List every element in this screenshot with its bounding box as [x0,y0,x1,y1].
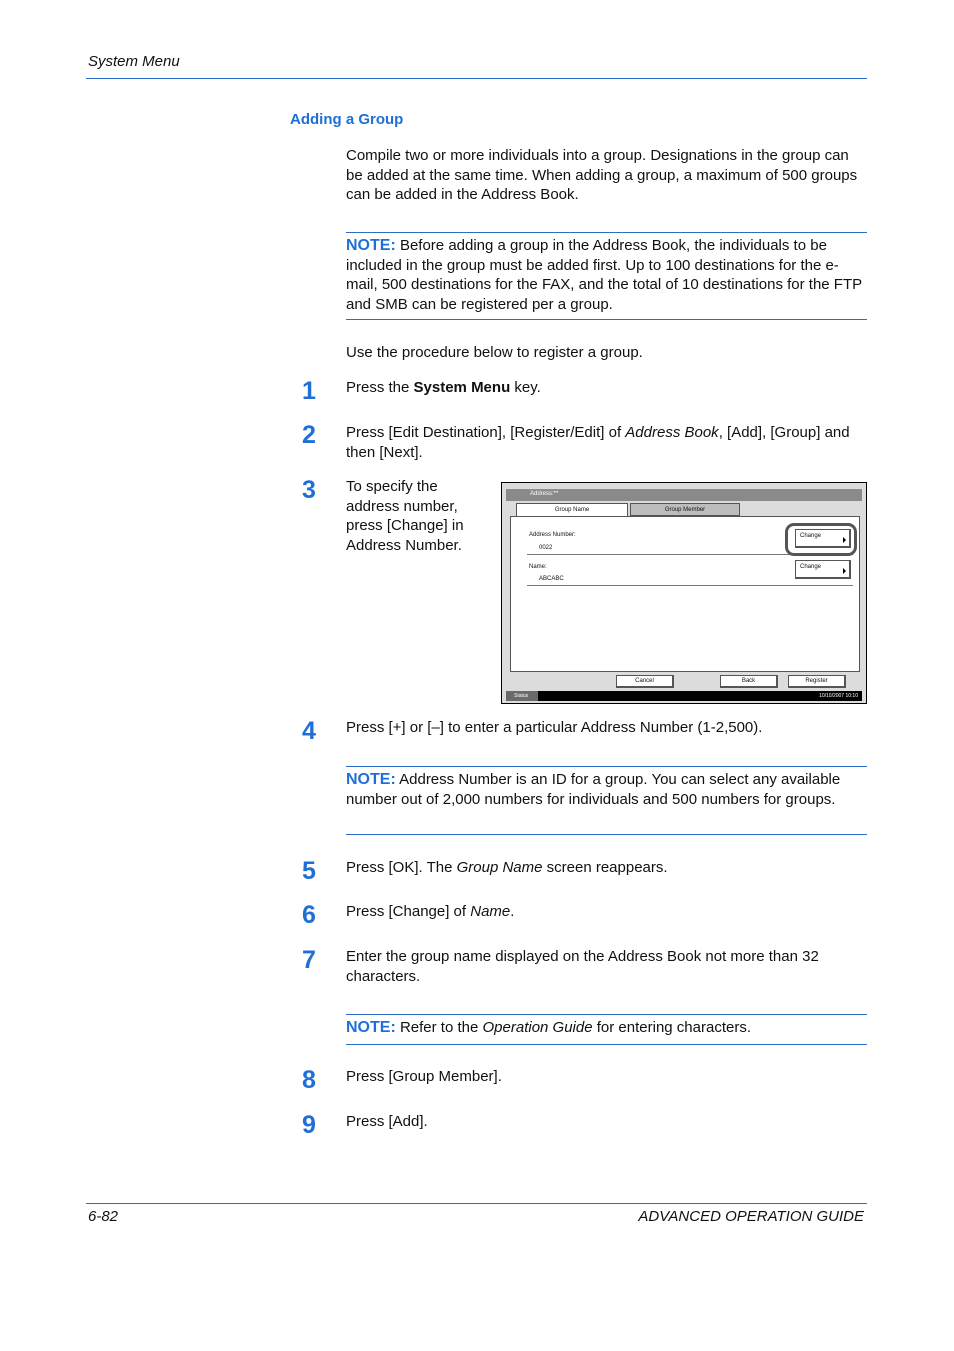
key-name: System Menu [413,379,511,396]
note-top-rule [346,232,867,233]
intro-paragraph: Compile two or more individuals into a group. Designations in the group can be added at the same time. When adding a group, a maximum of 500 groups can be added in the Address Book. [346,147,858,203]
arrow-right-icon [843,568,846,574]
note-bottom-rule [346,319,867,320]
step-number: 1 [302,377,316,405]
step-number: 4 [302,717,316,745]
step-1-text: Press the System Menu key. [346,379,541,396]
footer-rule [86,1203,867,1204]
note-top-rule [346,766,867,767]
guide-title: Operation Guide [482,1019,593,1036]
step-7-text: Enter the group name displayed on the Address Book not more than 32 characters. [346,948,819,985]
note-bottom-rule [346,834,867,835]
note-text: Before adding a group in the Address Book, the individuals to be included in the group must be added first. Up to 100 destinations for the e-mail, 500 destinations for the FAX, and the total of 10 destinations for the FTP and SMB can be registered per a group. [346,237,862,313]
divider [527,585,853,586]
note-label: NOTE: [346,1019,396,1036]
page-number: 6-82 [88,1208,119,1225]
screen-title: Address:** [530,491,559,497]
step-number: 6 [302,901,316,929]
screen-title-bar [506,489,862,501]
name-label: Name: [529,564,547,570]
note-3: NOTE: Refer to the Operation Guide for entering characters. [346,1019,751,1036]
step-4-text: Press [+] or [–] to enter a particular Address Number (1-2,500). [346,719,763,736]
address-number-value: 0022 [539,545,553,551]
step-3-text: To specify the address number, press [Change] in Address Number. [346,478,464,554]
register-button[interactable]: Register [788,675,846,688]
change-name-button[interactable]: Change [795,560,851,579]
note-top-rule [346,1014,867,1015]
step-number: 8 [302,1066,316,1094]
status-datetime: 10/10/2007 10:10 [819,693,858,699]
note-label: NOTE: [346,237,396,254]
change-address-number-button[interactable]: Change [795,529,851,548]
group-name-screen [501,482,867,704]
step-9-text: Press [Add]. [346,1113,428,1130]
highlight-circle [785,523,857,556]
step-number: 5 [302,857,316,885]
section-title: Adding a Group [290,111,404,128]
note-label: NOTE: [346,771,396,788]
step-number: 3 [302,476,316,504]
status-bar [506,691,862,701]
tab-group-member[interactable]: Group Member [630,503,740,516]
note-text: Address Number is an ID for a group. You can select any available number out of 2,000 numbers for individuals and 500 numbers for groups. [346,771,841,808]
status-button[interactable]: Status [506,691,538,701]
step-6-text: Press [Change] of Name. [346,903,515,920]
name-value: ABCABC [539,576,564,582]
step-8-text: Press [Group Member]. [346,1068,502,1085]
header-rule [86,78,867,79]
procedure-intro: Use the procedure below to register a group. [346,344,643,361]
guide-name: ADVANCED OPERATION GUIDE [638,1208,864,1225]
note-bottom-rule [346,1044,867,1045]
cancel-button[interactable]: Cancel [616,675,674,688]
step-number: 7 [302,946,316,974]
step-2-text: Press [Edit Destination], [Register/Edit] of Address Book, [Add], [Group] and then [Next]. [346,424,850,461]
tab-group-name[interactable]: Group Name [516,503,628,517]
step-5-text: Press [OK]. The Group Name screen reappears. [346,859,668,876]
address-number-label: Address Number: [529,532,576,538]
note-2 [346,770,868,809]
back-button[interactable]: Back [720,675,778,688]
note-1 [346,236,868,314]
step-number: 9 [302,1111,316,1139]
running-header: System Menu [88,53,180,70]
step-number: 2 [302,421,316,449]
